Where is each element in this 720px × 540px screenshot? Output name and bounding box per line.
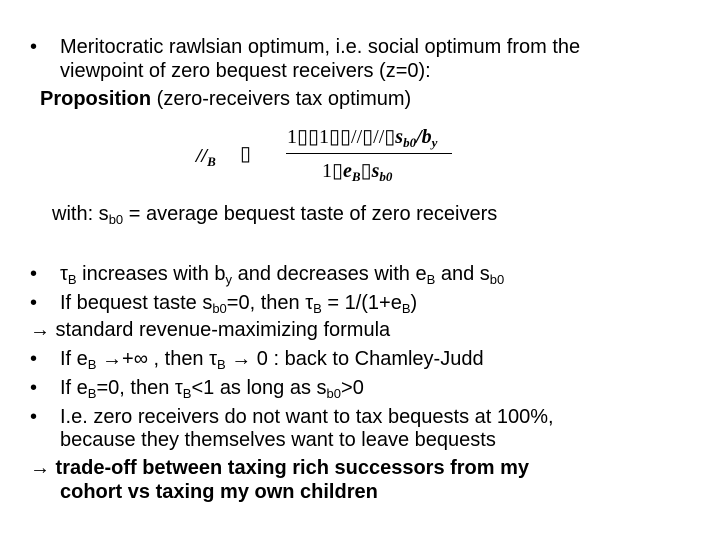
formula-box-glyph: ▯ xyxy=(240,143,252,165)
item-zero-receivers-line-1: I.e. zero receivers do not want to tax bequests at 100%, xyxy=(60,406,554,428)
proposition-subtitle: (zero-receivers tax optimum) xyxy=(151,88,412,110)
arrow-trade-off-line-2: cohort vs taxing my own children xyxy=(60,481,378,503)
with-definition: with: $s_{b0}$ = average bequest taste of zero receivers xyxy=(52,203,498,227)
bullet-marker: • xyxy=(30,36,38,58)
bullet-marker: • xyxy=(30,263,38,285)
bullet-1-line-2: viewpoint of zero bequest receivers (z=0): xyxy=(60,60,431,82)
formula-denominator: $1▯e_B▯s_{b0}$ xyxy=(322,160,393,184)
item-zero-receivers-line-2: because they themselves want to leave bequests xyxy=(60,429,496,451)
item-tau-increases: $\tau_B$ increases with $b_y$ and decreases with $e_B$ and $s_{b0}$ xyxy=(60,263,505,287)
formula-lhs: $//_B$ xyxy=(196,145,216,169)
arrow-trade-off-line-1: → trade-off between taxing rich successors from my xyxy=(30,457,530,479)
bullet-marker: • xyxy=(30,377,38,399)
fraction-bar xyxy=(286,153,452,154)
arrow-standard-formula: → standard revenue-maximizing formula xyxy=(30,319,391,341)
bullet-marker: • xyxy=(30,292,38,314)
item-zero-bequest-taste: If bequest taste $s_{b0}=0$, then $\tau_B = 1/(1+e_B)$ xyxy=(60,292,418,316)
bullet-marker: • xyxy=(30,406,38,428)
bullet-1-line-1: Meritocratic rawlsian optimum, i.e. social optimum from the xyxy=(60,36,581,58)
proposition-heading xyxy=(40,87,411,111)
formula-numerator: $1▯▯1▯▯//▯//▯s_{b0}/b_y$ xyxy=(287,126,438,150)
item-eb-zero: If $e_B=0$, then $\tau_B<1$ as long as $s_{b0}>0$ xyxy=(60,377,364,401)
bullet-marker: • xyxy=(30,348,38,370)
proposition-title: Proposition xyxy=(40,88,152,110)
item-eb-infinity: If $e_B$ →+∞ , then $\tau_B \to 0$ : back to Chamley-Judd xyxy=(60,348,484,372)
